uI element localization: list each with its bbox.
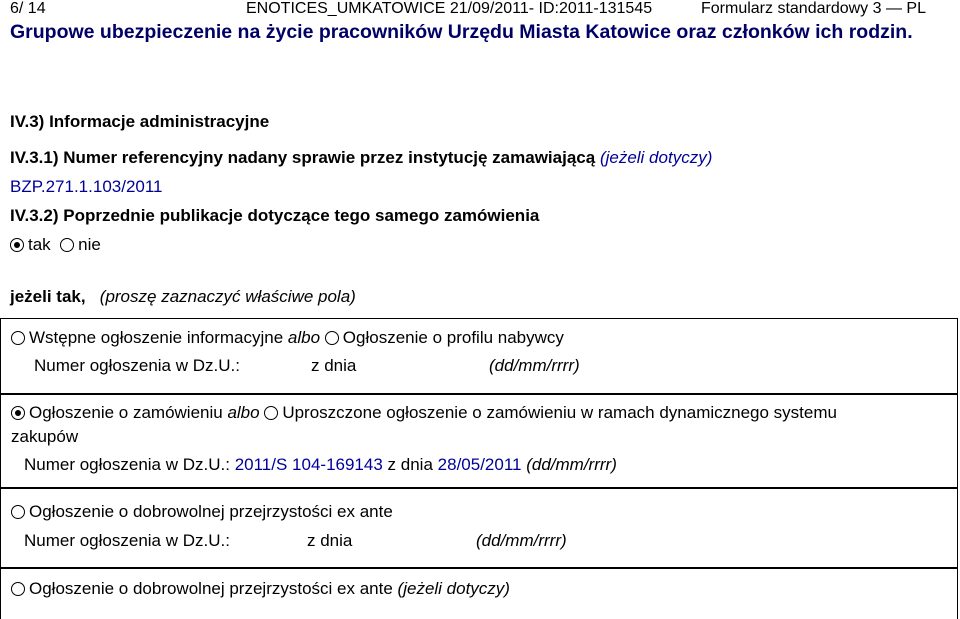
albo-text: albo: [227, 403, 260, 422]
opt-ex-ante: Ogłoszenie o dobrowolnej przejrzystości ex ante: [29, 502, 393, 521]
document-title: Grupowe ubezpieczenie na życie pracowników Urzędu Miasta Katowice oraz członków ich rodzin.: [10, 21, 913, 43]
radio-tak-label: tak: [28, 235, 51, 254]
box-ex-ante-2: [0, 568, 958, 619]
box2-numer-row: [24, 455, 617, 475]
opt-ex-ante-2: Ogłoszenie o dobrowolnej przejrzystości ex ante: [29, 579, 393, 598]
notice-id: ENOTICES_UMKATOWICE 21/09/2011- ID:2011-131545: [246, 0, 653, 17]
box2-numer-label: Numer ogłoszenia w Dz.U.:: [24, 455, 230, 474]
radio-buyer-profile[interactable]: [325, 331, 339, 345]
iv32-options: [10, 235, 101, 255]
box2-options: [11, 403, 837, 423]
box-ex-ante: [0, 488, 958, 568]
opt-prior-info: Wstępne ogłoszenie informacyjne: [29, 328, 284, 347]
radio-prior-info[interactable]: [11, 331, 25, 345]
radio-nie[interactable]: [60, 238, 74, 252]
box2-z-dnia: z dnia: [387, 455, 433, 474]
box4-options: [11, 579, 510, 599]
form-type: Formularz standardowy 3 — PL: [701, 0, 926, 17]
box1-numer-label: Numer ogłoszenia w Dz.U.:: [34, 356, 240, 375]
box1-options: [11, 328, 564, 348]
box3-date-format: (dd/mm/rrrr): [476, 531, 567, 550]
opt-simplified-notice-cont: zakupów: [11, 427, 79, 446]
if-yes-row: [10, 287, 356, 307]
opt-buyer-profile: Ogłoszenie o profilu nabywcy: [342, 328, 564, 347]
box2-date-format: (dd/mm/rrrr): [526, 455, 617, 474]
iv31-value: BZP.271.1.103/2011: [10, 177, 163, 196]
opt-contract-notice: Ogłoszenie o zamówieniu: [29, 403, 223, 422]
iv31-row: [10, 148, 712, 168]
radio-nie-label: nie: [78, 235, 101, 254]
page-header: [10, 0, 960, 20]
box3-z-dnia: z dnia: [307, 531, 353, 550]
box-contract-notice: [0, 394, 958, 488]
box-prior-info: [0, 318, 958, 394]
radio-ex-ante-2[interactable]: [11, 582, 25, 596]
section-heading: IV.3) Informacje administracyjne: [10, 112, 270, 131]
radio-contract-notice[interactable]: [11, 406, 25, 420]
radio-ex-ante[interactable]: [11, 505, 25, 519]
albo-text: albo: [287, 328, 321, 347]
if-yes-note: (proszę zaznaczyć właściwe pola): [99, 287, 356, 306]
radio-simplified-notice[interactable]: [264, 406, 278, 420]
page-number: 6/ 14: [10, 0, 46, 17]
box3-options: [11, 502, 393, 522]
box2-date-value: 28/05/2011: [437, 455, 522, 474]
box4-note: (jeżeli dotyczy): [397, 579, 510, 598]
box1-date-format: (dd/mm/rrrr): [489, 356, 580, 375]
if-yes-label: jeżeli tak,: [10, 287, 86, 306]
radio-tak[interactable]: [10, 238, 24, 252]
iv32-label: IV.3.2) Poprzednie publikacje dotyczące tego samego zamówienia: [10, 206, 540, 225]
iv31-label: IV.3.1) Numer referencyjny nadany sprawie przez instytucję zamawiającą: [10, 148, 596, 167]
box3-numer-label: Numer ogłoszenia w Dz.U.:: [24, 531, 230, 550]
box1-z-dnia: z dnia: [311, 356, 357, 375]
box2-numer-value: 2011/S 104-169143: [234, 455, 383, 474]
iv31-note: (jeżeli dotyczy): [599, 148, 713, 167]
opt-simplified-notice: Uproszczone ogłoszenie o zamówieniu w ramach dynamicznego systemu: [282, 403, 837, 422]
